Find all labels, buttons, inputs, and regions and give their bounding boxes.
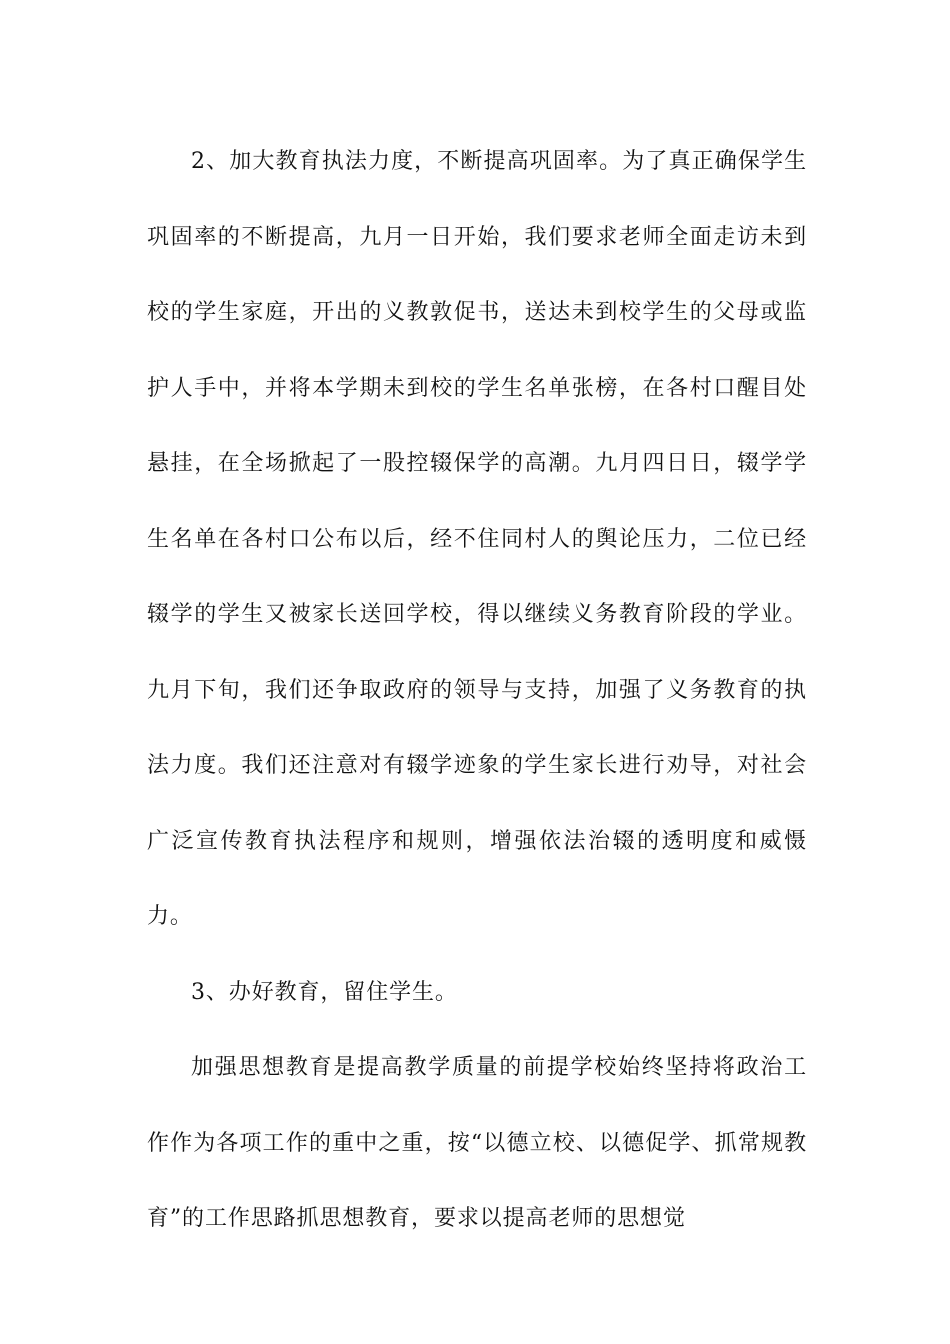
paragraph-moral-education: 加强思想教育是提高教学质量的前提学校始终坚持将政治工作作为各项工作的重中之重，按“以德立校、以德促学、抓常规教育”的工作思路抓思想教育，要求以提高老师的思想觉 bbox=[147, 1055, 807, 1231]
document-body bbox=[147, 124, 807, 1257]
paragraph-enforcement: 2、加大教育执法力度，不断提高巩固率。为了真正确保学生巩固率的不断提高，九月一日开始，我们要求老师全面走访未到校的学生家庭，开出的义教敦促书，送达未到校学生的父母或监护人手中，并将本学期未到校的学生名单张榜，在各村口醒目处悬挂，在全场掀起了一股控辍保学的高潮。九月四日日，辍学学生名单在各村口公布以后，经不住同村人的舆论压力，二位已经辍学的学生又被家长送回学校，得以继续义务教育阶段的学业。九月下旬，我们还争取政府的领导与支持，加强了义务教育的执法力度。我们还注意对有辍学迹象的学生家长进行劝导，对社会广泛宣传教育执法程序和规则，增强依法治辍的透明度和威慑力。 bbox=[147, 149, 807, 929]
paragraph-heading-3: 3、办好教育，留住学生。 bbox=[191, 979, 458, 1005]
